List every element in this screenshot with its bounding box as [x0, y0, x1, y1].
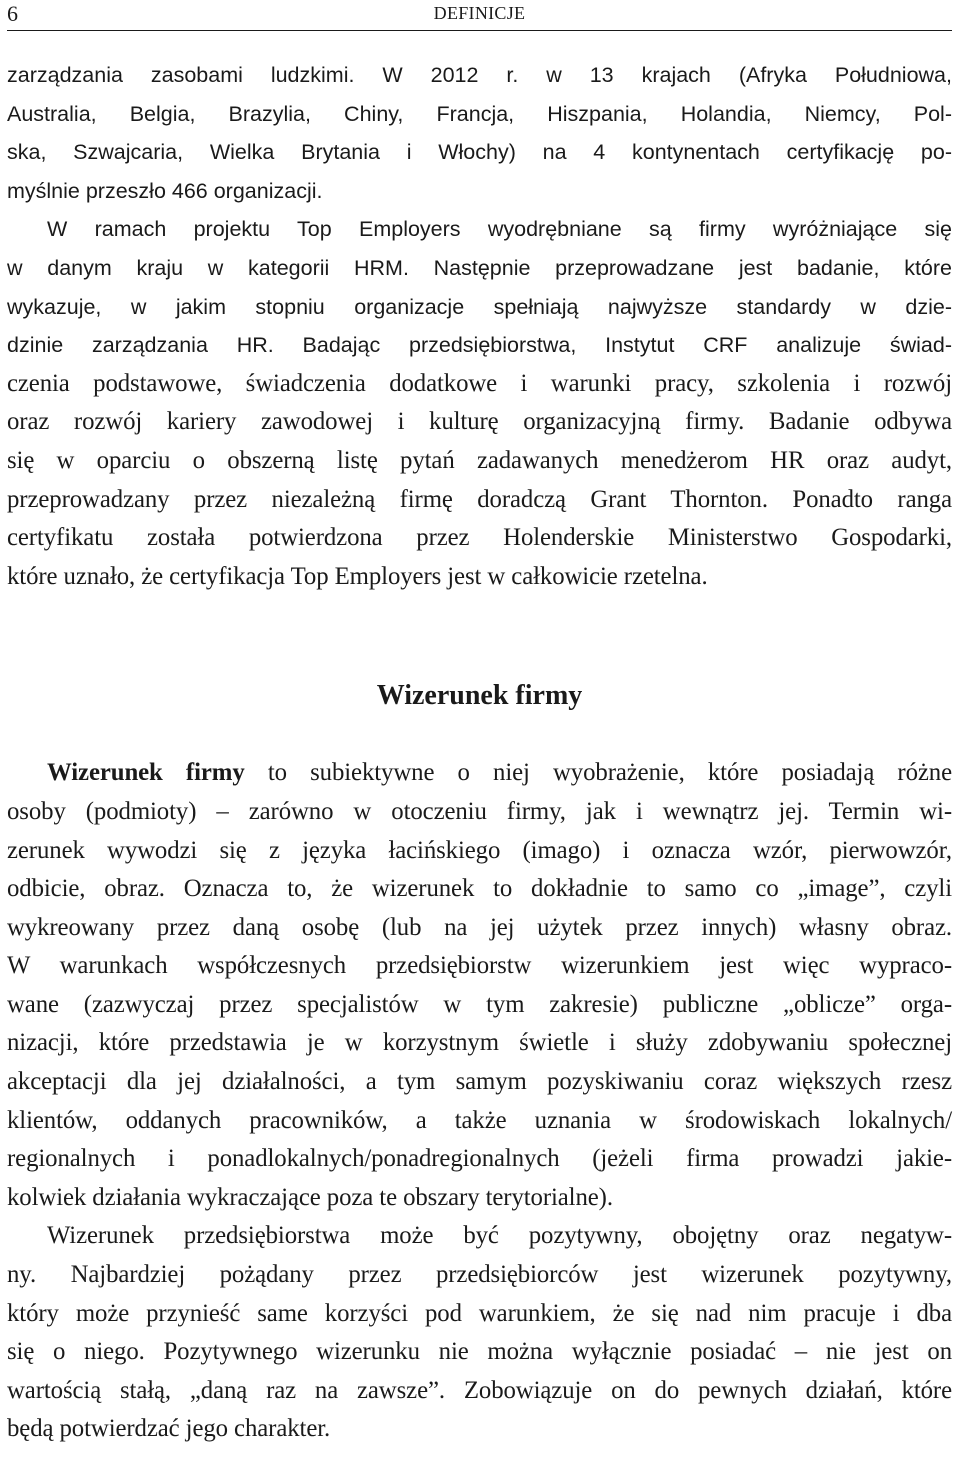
text-line: oraz rozwój kariery zawodowej i kulturę organizacyjną firmy. Badanie odbywa: [7, 408, 952, 436]
running-head: DEFINICJE: [433, 3, 526, 23]
text-line: który może przynieść same korzyści pod warunkiem, że się nad nim pracuje i dba: [7, 1299, 952, 1327]
section-spacer: [7, 596, 952, 676]
text-line: zarządzania zasobami ludzkimi. W 2012 r. w 13 krajach (Afryka Południowa,: [7, 63, 952, 87]
text-line: odbicie, obraz. Oznacza to, że wizerunek to dokładnie to samo co „image”, czyli: [7, 875, 952, 903]
text-line: nizacji, które przedstawia je w korzystnym świetle i służy zdobywaniu społecznej: [7, 1029, 952, 1057]
text-line: Wizerunek przedsiębiorstwa może być pozytywny, obojętny oraz negatyw-: [47, 1222, 952, 1250]
text-line: myślnie przeszło 466 organizacji.: [7, 178, 323, 203]
text-line: będą potwierdzać jego charakter.: [7, 1415, 331, 1443]
text-line: klientów, oddanych pracowników, a także uznania w środowiskach lokalnych/: [7, 1106, 952, 1134]
text-line: akceptacji dla jej działalności, a tym samym pozyskiwaniu coraz większych rzesz: [7, 1068, 952, 1096]
text-line: kolwiek działania wykraczające poza te obszary terytorialne).: [7, 1183, 613, 1211]
body-text: [7, 56, 952, 1449]
text-line: które uznało, że certyfikacja Top Employers jest w całkowicie rzetelna.: [7, 562, 708, 590]
text-line: regionalnych i ponadlokalnych/ponadregionalnych (jeżeli firma prowadzi jakie-: [7, 1145, 952, 1173]
paragraph-4: [7, 1217, 952, 1449]
line-text: to subiektywne o niej wyobrażenie, które posiadają różne: [244, 759, 952, 787]
text-line: w danym kraju w kategorii HRM. Następnie przeprowadzane jest badanie, które: [7, 255, 952, 280]
paragraph-1: [7, 56, 952, 210]
text-line: [7, 754, 952, 793]
page-number: 6: [7, 1, 18, 26]
lead-term: Wizerunek firmy: [47, 759, 245, 787]
text-line: certyfikatu została potwierdzona przez Holenderskie Ministerstwo Gospodarki,: [7, 524, 952, 552]
text-line: czenia podstawowe, świadczenia dodatkowe i warunki pracy, szkolenia i rozwój: [7, 369, 952, 397]
text-line: wartością stałą, „daną raz na zawsze”. Zobowiązuje on do pewnych działań, które: [7, 1376, 952, 1404]
text-line: ny. Najbardziej pożądany przez przedsiębiorców jest wizerunek pozytywny,: [7, 1261, 952, 1289]
section-title: Wizerunek firmy: [376, 680, 583, 712]
text-line: wykreowany przez daną osobę (lub na jej użytek przez innych) własny obraz.: [7, 913, 952, 941]
text-line: zerunek wywodzi się z języka łacińskiego (imago) i oznacza wzór, pierwowzór,: [7, 836, 952, 864]
text-line: wane (zazwyczaj przez specjalistów w tym zakresie) publiczne „oblicze” orga-: [7, 990, 952, 1018]
section-spacer: [7, 716, 952, 754]
text-line: osoby (podmioty) – zarówno w otoczeniu firmy, jak i wewnątrz jej. Termin wi-: [7, 797, 952, 825]
text-line: ska, Szwajcaria, Wielka Brytania i Włochy) na 4 kontynentach certyfikację po-: [7, 140, 952, 165]
document-page: [7, 0, 952, 1460]
text-line: przeprowadzany przez niezależną firmę doradczą Grant Thornton. Ponadto ranga: [7, 485, 952, 513]
text-line: W ramach projektu Top Employers wyodrębniane są firmy wyróżniające się: [47, 217, 952, 242]
text-line: dzinie zarządzania HR. Badając przedsiębiorstwa, Instytut CRF analizuje świad-: [7, 333, 952, 358]
page-header: [7, 0, 952, 31]
paragraph-2: [7, 210, 952, 596]
text-line: się w oparciu o obszerną listę pytań zadawanych menedżerom HR oraz audyt,: [7, 446, 952, 474]
paragraph-3: [7, 754, 952, 1217]
text-line: wykazuje, w jakim stopniu organizacje spełniają najwyższe standardy w dzie-: [7, 294, 952, 319]
text-line: Australia, Belgia, Brazylia, Chiny, Francja, Hiszpania, Holandia, Niemcy, Pol-: [7, 101, 952, 126]
text-line: W warunkach współczesnych przedsiębiorstw wizerunkiem jest więc wypraco-: [7, 952, 952, 980]
text-line: się o niego. Pozytywnego wizerunku nie można wyłącznie posiadać – nie jest on: [7, 1338, 952, 1366]
